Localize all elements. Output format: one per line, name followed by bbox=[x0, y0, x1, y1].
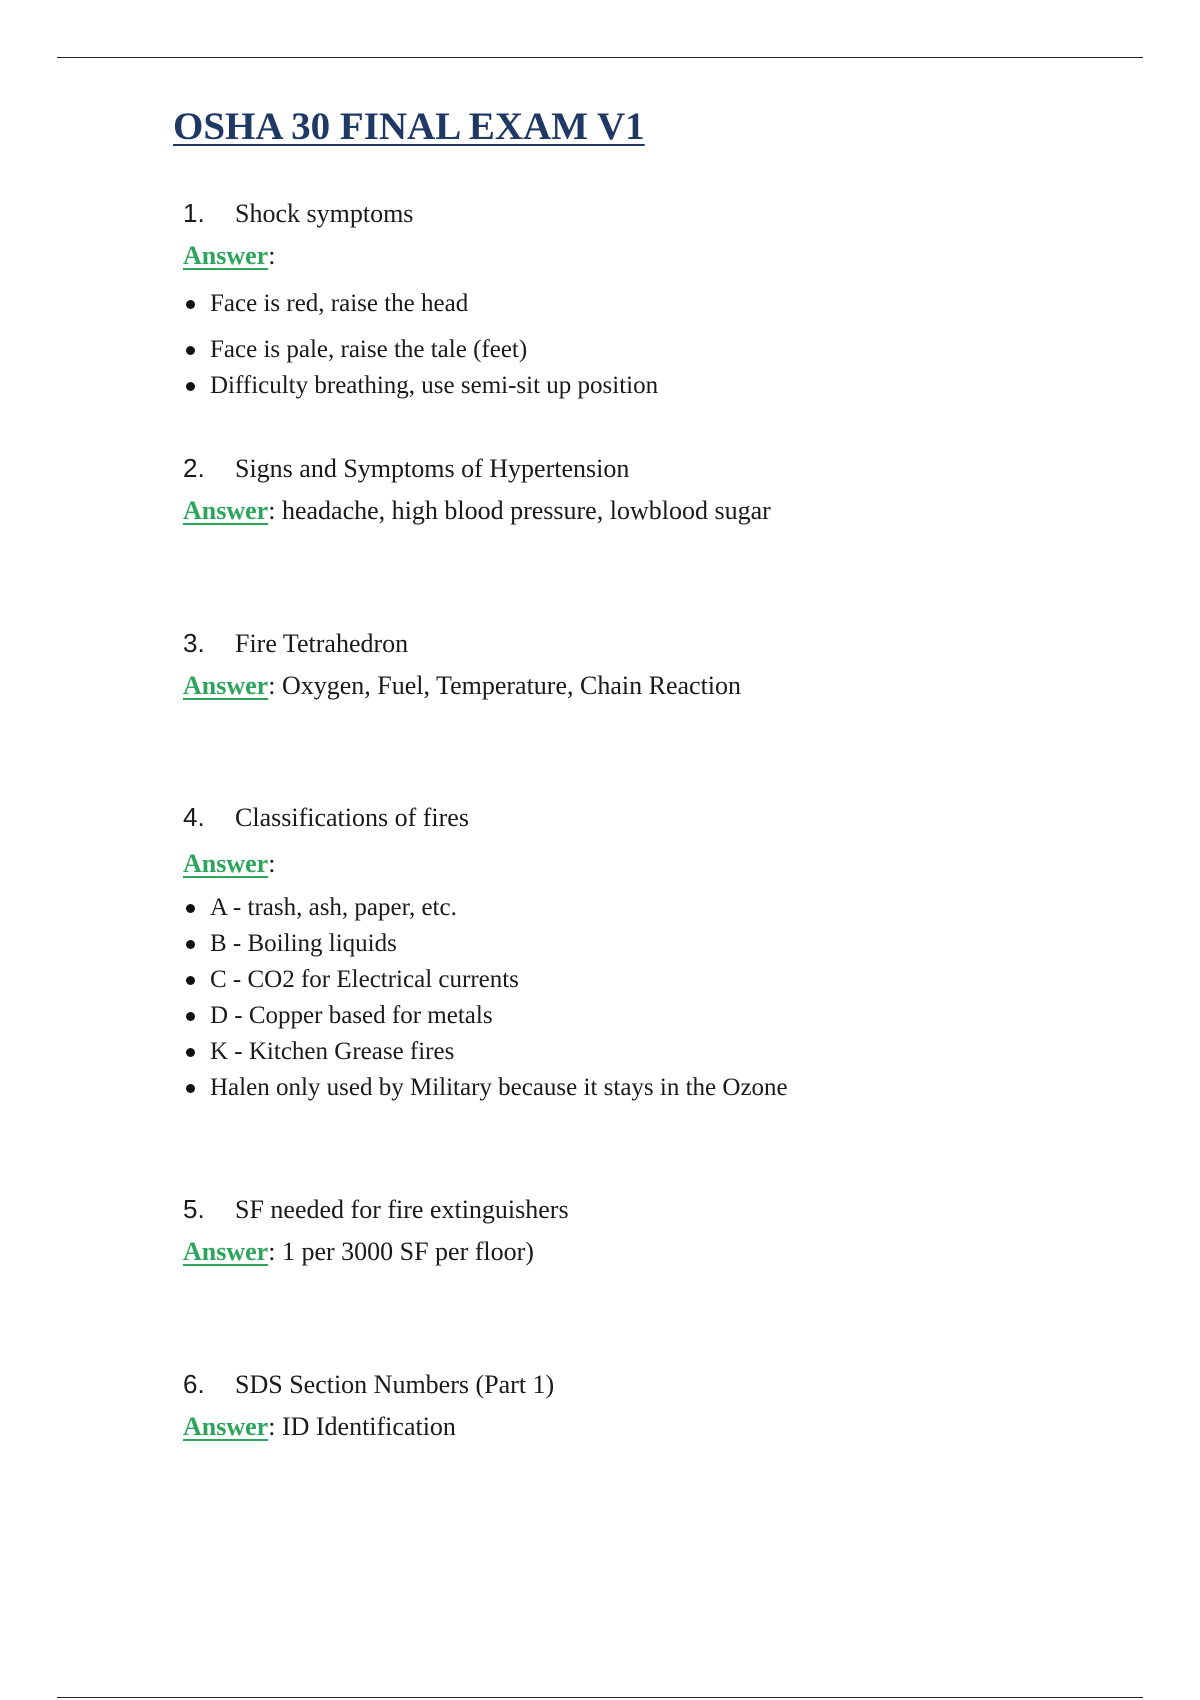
answer-4 bbox=[183, 846, 275, 882]
question-text: Classifications of fires bbox=[235, 803, 469, 832]
answer-text: : headache, high blood pressure, lowblood sugar bbox=[268, 496, 771, 525]
question-4 bbox=[183, 799, 469, 836]
question-number: 3. bbox=[183, 628, 205, 658]
question-1 bbox=[183, 195, 413, 232]
answer-2 bbox=[183, 493, 771, 529]
answer-1-list bbox=[183, 286, 658, 404]
list-item: Halen only used by Military because it stays in the Ozone bbox=[183, 1070, 788, 1106]
answer-text: : Oxygen, Fuel, Temperature, Chain Reaction bbox=[268, 671, 742, 700]
list-item: B - Boiling liquids bbox=[183, 926, 788, 962]
bullet-icon bbox=[186, 1048, 195, 1057]
list-item: A - trash, ash, paper, etc. bbox=[183, 890, 788, 926]
list-item: Face is red, raise the head bbox=[183, 286, 658, 322]
bullet-icon bbox=[186, 976, 195, 985]
answer-4-list bbox=[183, 890, 788, 1106]
answer-label: Answer bbox=[183, 496, 269, 525]
question-text: Fire Tetrahedron bbox=[235, 629, 409, 658]
page-title: OSHA 30 FINAL EXAM V1 bbox=[173, 105, 645, 148]
answer-label: Answer bbox=[183, 671, 269, 700]
list-item: Face is pale, raise the tale (feet) bbox=[183, 332, 658, 368]
bullet-icon bbox=[186, 940, 195, 949]
question-number: 4. bbox=[183, 802, 205, 832]
answer-text: : bbox=[268, 849, 276, 878]
question-5 bbox=[183, 1191, 569, 1228]
answer-text: : 1 per 3000 SF per floor) bbox=[268, 1237, 534, 1266]
question-number: 2. bbox=[183, 453, 205, 483]
answer-1 bbox=[183, 238, 275, 274]
list-item: K - Kitchen Grease fires bbox=[183, 1034, 788, 1070]
question-text: SF needed for fire extinguishers bbox=[235, 1195, 569, 1224]
question-text: Shock symptoms bbox=[235, 199, 414, 228]
answer-3 bbox=[183, 668, 741, 704]
bullet-icon bbox=[186, 904, 195, 913]
bullet-icon bbox=[186, 1084, 195, 1093]
question-text: Signs and Symptoms of Hypertension bbox=[235, 454, 630, 483]
question-2 bbox=[183, 450, 629, 487]
answer-5 bbox=[183, 1234, 534, 1270]
bullet-icon bbox=[186, 300, 195, 309]
answer-label: Answer bbox=[183, 1237, 269, 1266]
question-6 bbox=[183, 1366, 554, 1403]
question-3 bbox=[183, 625, 408, 662]
bullet-icon bbox=[186, 382, 195, 391]
list-item: Difficulty breathing, use semi-sit up position bbox=[183, 368, 658, 404]
question-number: 5. bbox=[183, 1194, 205, 1224]
bullet-icon bbox=[186, 346, 195, 355]
answer-label: Answer bbox=[183, 849, 269, 878]
question-number: 6. bbox=[183, 1369, 205, 1399]
top-rule bbox=[57, 57, 1143, 58]
list-item: D - Copper based for metals bbox=[183, 998, 788, 1034]
answer-label: Answer bbox=[183, 1412, 269, 1441]
answer-text: : ID Identification bbox=[268, 1412, 456, 1441]
question-number: 1. bbox=[183, 198, 205, 228]
answer-label: Answer bbox=[183, 241, 269, 270]
question-text: SDS Section Numbers (Part 1) bbox=[235, 1370, 555, 1399]
answer-text: : bbox=[268, 241, 276, 270]
answer-6 bbox=[183, 1409, 456, 1445]
bullet-icon bbox=[186, 1012, 195, 1021]
bottom-rule bbox=[57, 1697, 1143, 1698]
list-item: C - CO2 for Electrical currents bbox=[183, 962, 788, 998]
